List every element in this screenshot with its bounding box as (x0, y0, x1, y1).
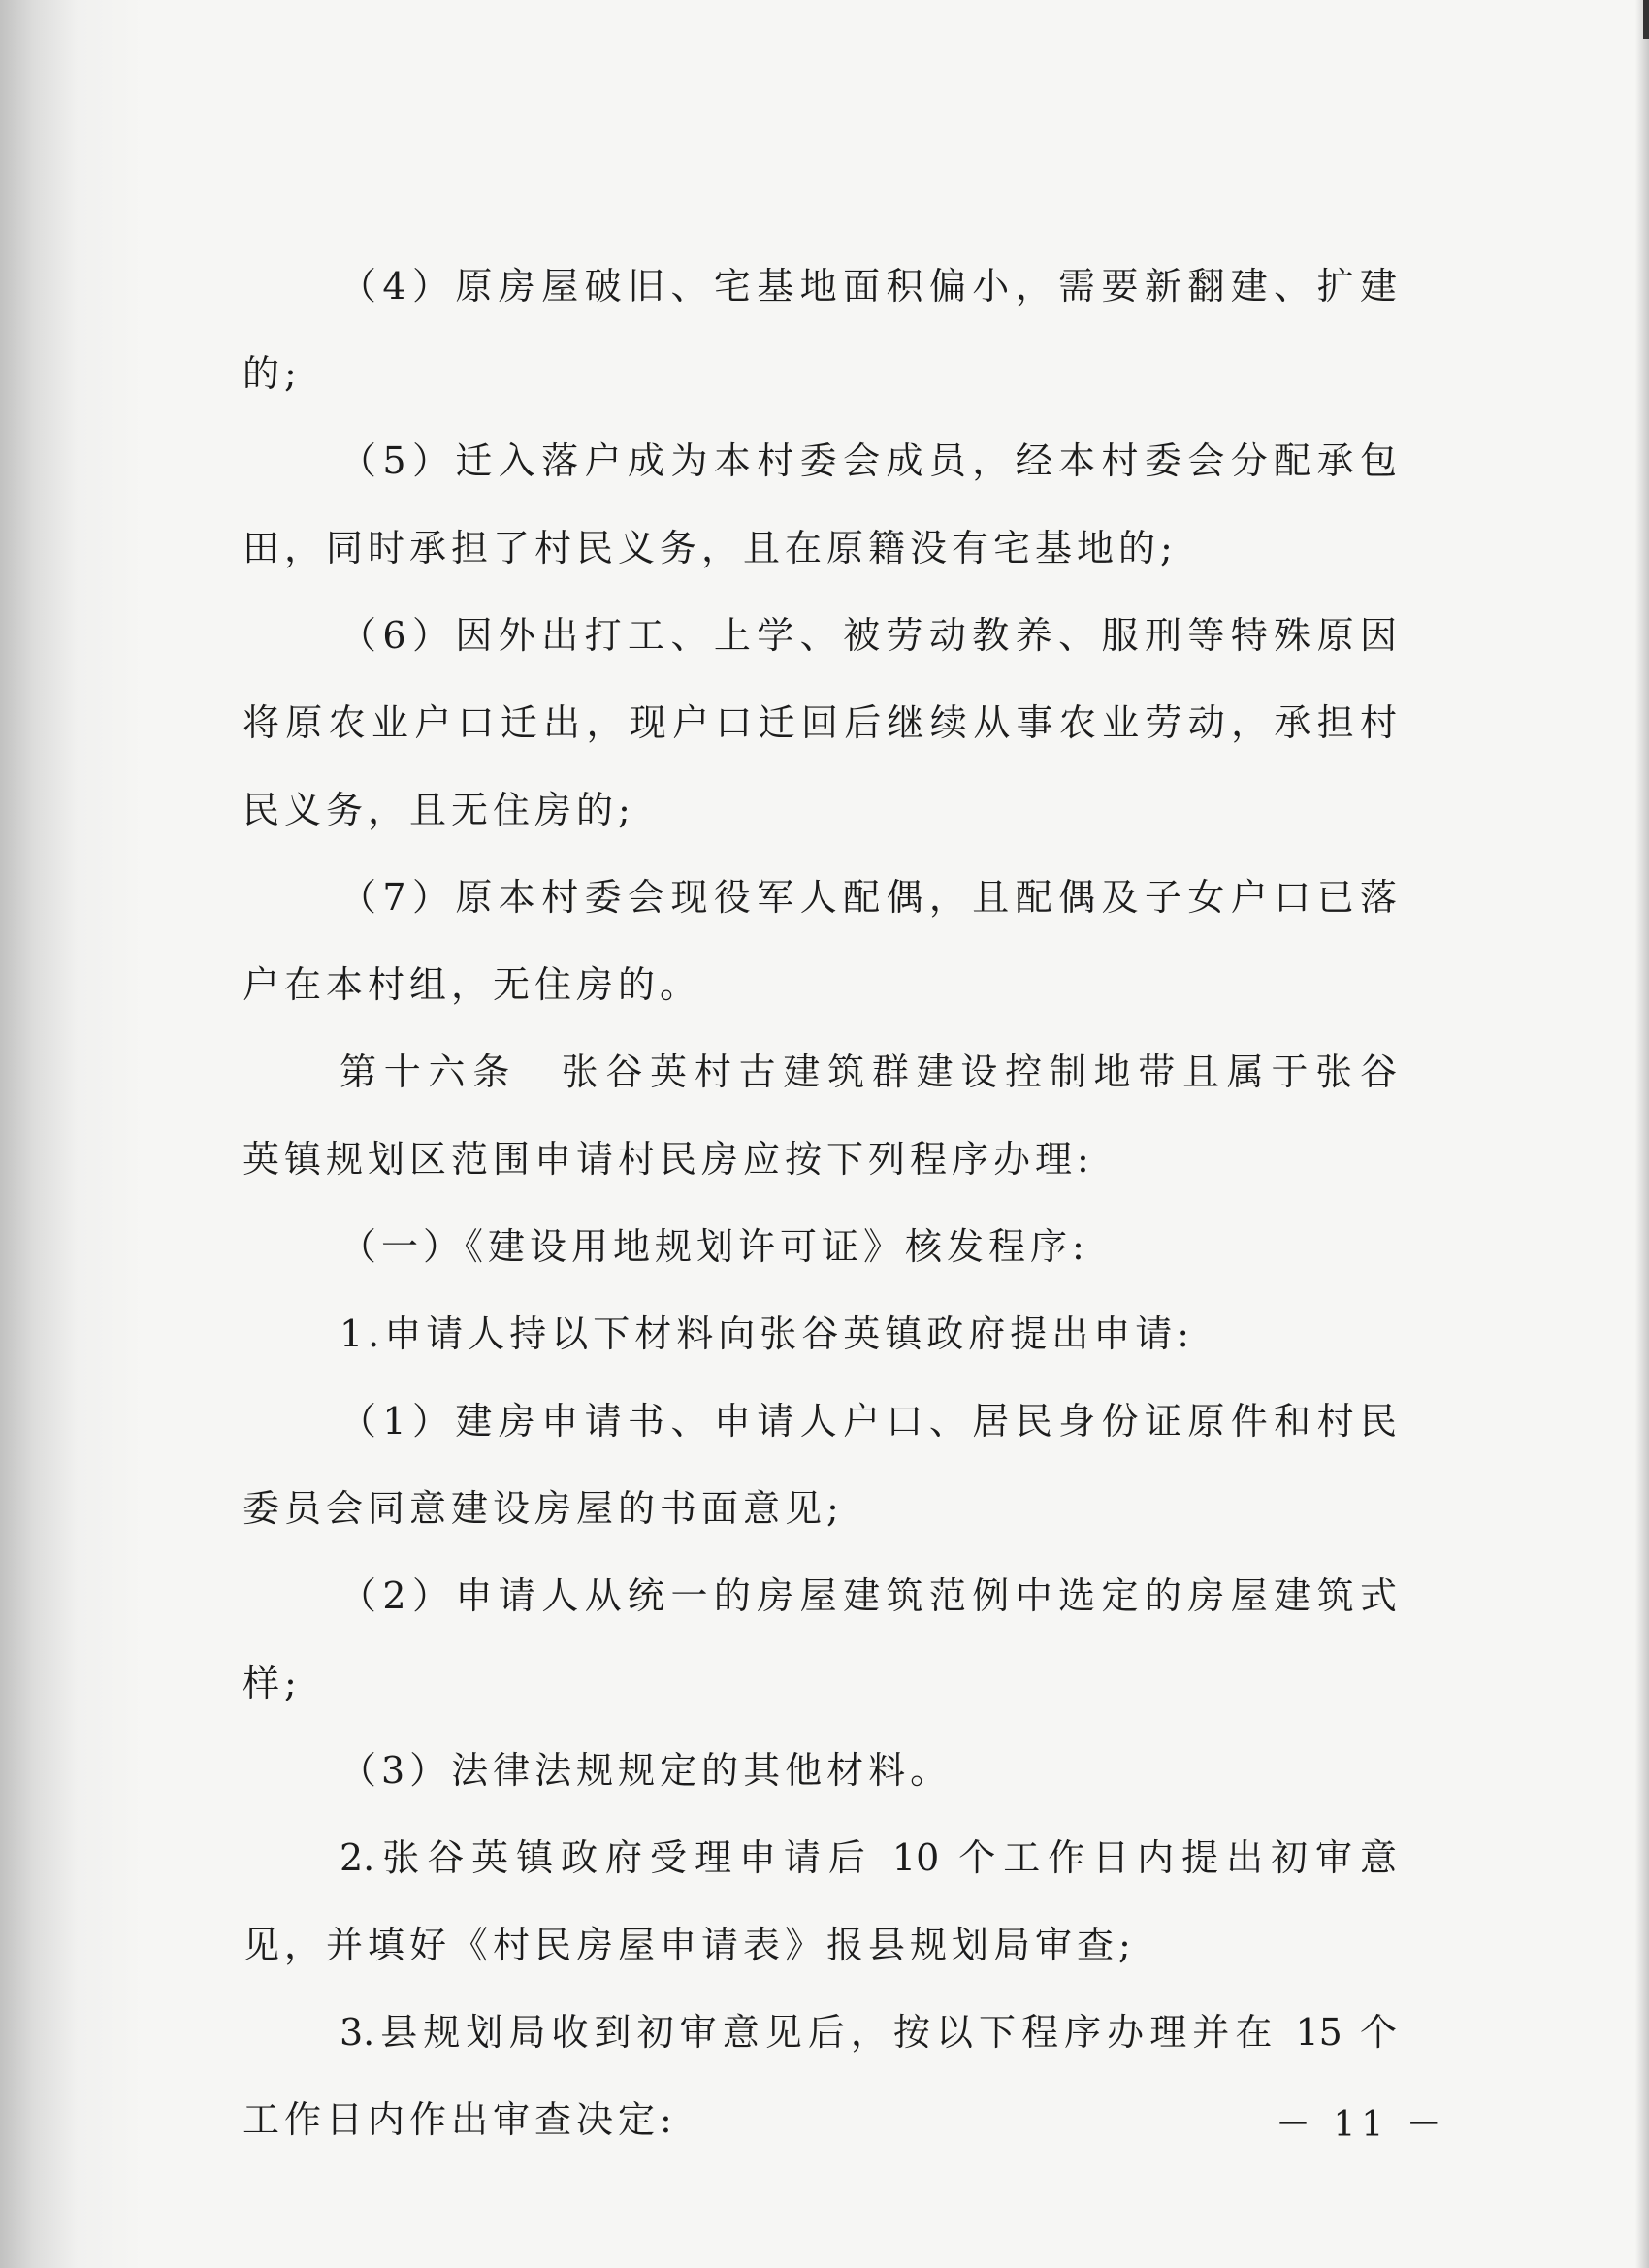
article-heading-line: 第十六条 张谷英村古建筑群建设控制地带且属于张谷 (340, 1051, 1397, 1093)
paragraph-line: 样; (242, 1662, 302, 1704)
page-number: － 11 － (1276, 2105, 1447, 2145)
paragraph-line: 英镇规划区范围申请村民房应按下列程序办理: (242, 1138, 1094, 1181)
paragraph-line: 民义务，且无住房的; (242, 789, 635, 831)
paragraph-line: 工作日内作出审查决定: (242, 2098, 677, 2141)
paragraph-line: （3）法律法规规定的其他材料。 (340, 1749, 953, 1792)
paragraph-line: 将原农业户口迁出，现户口迁回后继续从事农业劳动，承担村 (242, 701, 1397, 744)
paragraph-line: 户在本村组，无住房的。 (242, 963, 702, 1006)
paragraph-line: 委员会同意建设房屋的书面意见; (242, 1487, 844, 1530)
paragraph-line: （5）迁入落户成为本村委会成员，经本村委会分配承包 (340, 439, 1397, 482)
paragraph-line: （6）因外出打工、上学、被劳动教养、服刑等特殊原因 (340, 614, 1397, 657)
section-heading-line: （一）《建设用地规划许可证》核发程序: (340, 1225, 1089, 1268)
scan-corner-mark (1643, 0, 1649, 39)
page-edge (1635, 0, 1649, 2268)
document-body (242, 243, 1397, 2163)
paragraph-line: （7）原本村委会现役军人配偶，且配偶及子女户口已落 (340, 876, 1397, 919)
paragraph-line: 的; (242, 352, 302, 395)
binding-shadow (0, 0, 146, 2268)
paragraph-line: 田，同时承担了村民义务，且在原籍没有宅基地的; (242, 527, 1178, 569)
paragraph-line: 见，并填好《村民房屋申请表》报县规划局审查; (242, 1924, 1136, 1966)
paragraph-line: （2）申请人从统一的房屋建筑范例中选定的房屋建筑式 (340, 1574, 1397, 1617)
paragraph-line: （1）建房申请书、申请人户口、居民身份证原件和村民 (340, 1400, 1397, 1442)
paragraph-line: 3.县规划局收到初审意见后，按以下程序办理并在 15 个 (340, 2011, 1397, 2054)
paragraph-line: 1.申请人持以下材料向张谷英镇政府提出申请: (340, 1312, 1195, 1355)
paragraph-line: 2.张谷英镇政府受理申请后 10 个工作日内提出初审意 (340, 1836, 1397, 1879)
paragraph-line: （4）原房屋破旧、宅基地面积偏小，需要新翻建、扩建 (340, 265, 1397, 308)
